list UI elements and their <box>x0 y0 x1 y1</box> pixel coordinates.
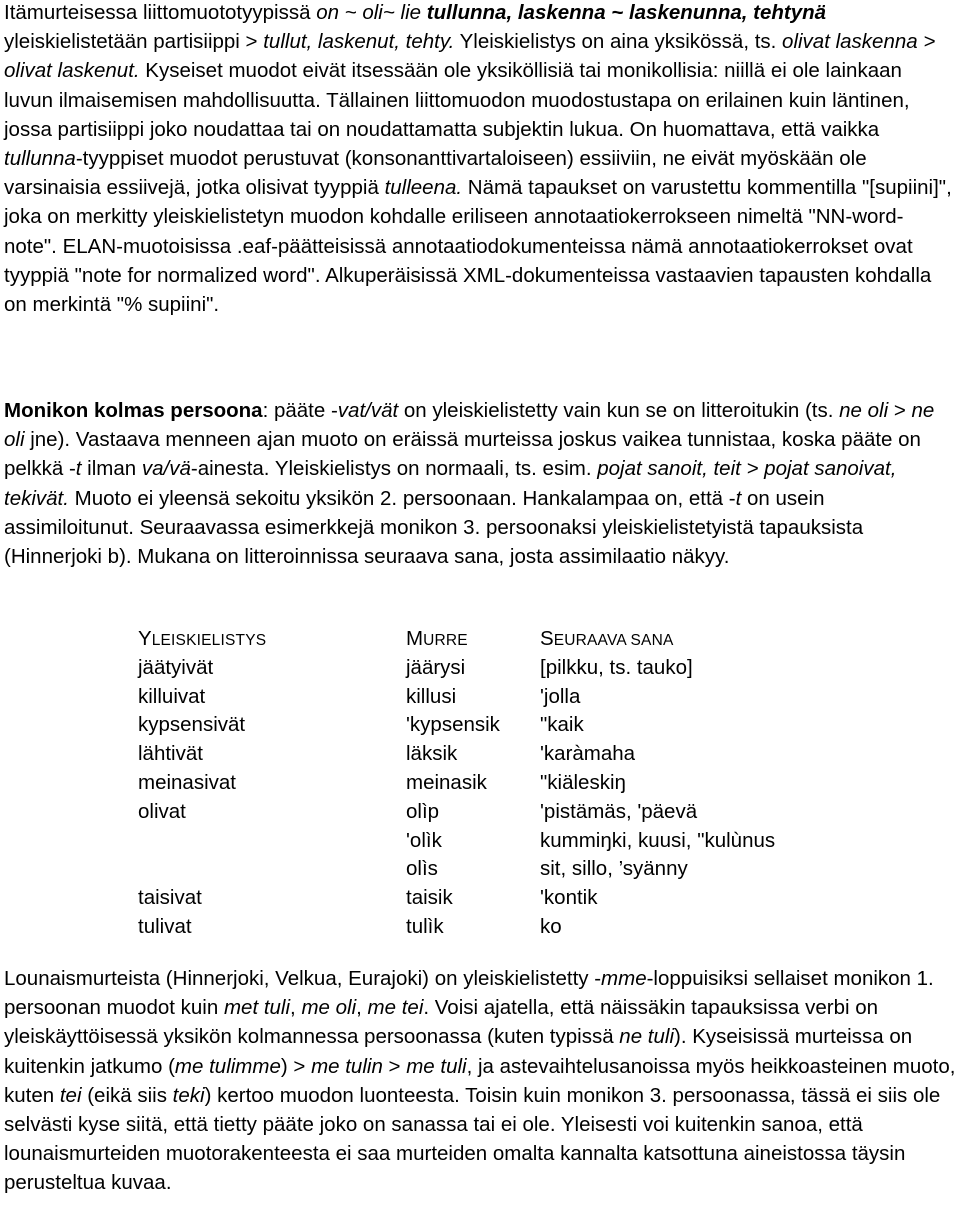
text-run: on yleiskielistetty vain kun se on litteroitukin (ts. <box>398 399 840 422</box>
italic-run: tullut, laskenut, tehty. <box>263 30 455 54</box>
header-rest: URRE <box>423 632 468 649</box>
text-run: , <box>356 996 368 1020</box>
italic-run: ne oli <box>4 399 935 452</box>
murre-cell: 'kypsensik <box>406 713 500 737</box>
murre-cell: 'olìk <box>406 828 442 852</box>
text-run: : pääte - <box>262 399 338 422</box>
yleiskielistys-cell: killuivat <box>138 684 206 708</box>
text-run: -loppuisiksi sellaiset monikon 1. persoonan muodot kuin <box>4 967 934 1020</box>
text-run: -ainesta. Yleiskielistys on normaali, ts. esim. <box>190 457 598 481</box>
yleiskielistys-cell: jäätyivät <box>138 655 214 679</box>
murre-cell: olìs <box>406 857 438 881</box>
italic-run: met tuli <box>223 996 291 1020</box>
italic-run: tei <box>59 1083 82 1107</box>
seuraava-sana-cell: 'kontik <box>540 886 598 910</box>
text-run: Nämä tapaukset on varustettu kommentilla "[supiini]", joka on merkitty yleiskielistetyn muodon kohdalle eriliseen annotaatiokerrokseen nimeltä "NN-word-note". ELAN-muotoisissa .eaf-päätteisissä annotaatiodokumenteissa nämä annotaatiokerrokset ovat tyyppiä "note for normalized word". Alkuperäisissä XML-dokumenteissa vastaavien tapausten kohdalla on merkintä "% supiini". <box>4 176 952 317</box>
text-run: Yleiskielistys on aina yksikössä, ts. <box>454 30 783 54</box>
yleiskielistys-cell: kypsensivät <box>138 713 246 737</box>
column-header-seuraava-sana <box>540 624 674 655</box>
header-rest: EURAAVA SANA <box>553 632 674 649</box>
murre-cell: killusi <box>406 684 457 708</box>
seuraava-sana-cell: "kiäleskiŋ <box>540 770 626 794</box>
yleiskielistys-cell: meinasivat <box>138 770 236 794</box>
seuraava-sana-cell: kummiŋki, kuusi, "kulùnus <box>540 828 776 852</box>
seuraava-sana-cell: 'karàmaha <box>540 742 636 766</box>
seuraava-sana-cell: sit, sillo, ’syänny <box>540 857 688 881</box>
text-run: (eikä siis <box>81 1083 173 1107</box>
yleiskielistys-cell: tulivat <box>138 914 192 938</box>
text-run: -tyyppiset muodot perustuvat (konsonanttivartaloiseen) essiiviin, ne eivät myöskään ole varsinaisia essiivejä, jotka olisivat tyyppiä <box>4 147 867 200</box>
text-run: , ja astevaihtelusanoissa myös heikkoasteinen muoto, kuten <box>4 1054 956 1107</box>
yleiskielistys-cell: taisivat <box>138 886 202 910</box>
italic-run: me tulimme <box>174 1054 281 1078</box>
text-run: Kyseiset muodot eivät itsessään ole yksiköllisiä tai monikollisia: niillä ei ole lainkaan luvun ilmaisemisen mahdollisuutta. Tällainen liittomuodon muodostustapa on erilainen kuin läntinen, jossa partisiippi joko noudattaa tai on noudattamatta subjektin lukua. On huomattava, että vaikka <box>4 59 910 141</box>
text-run: Muoto ei yleensä sekoitu yksikön 2. persoonaan. Hankalampaa on, että - <box>68 486 736 510</box>
italic-run: me tuli <box>406 1054 467 1078</box>
seuraava-sana-cell: ko <box>540 914 562 938</box>
italic-run: vat/vät <box>337 399 399 422</box>
italic-run: va/vä <box>141 457 191 481</box>
text-run: yleiskielistetään partisiippi > <box>4 30 264 54</box>
murre-cell: meinasik <box>406 770 487 794</box>
italic-run: me tei <box>367 996 424 1020</box>
text-run: ) kertoo muodon luonteesta. Toisin kuin monikon 3. persoonassa, tässä ei siis ole selvästi kyse siitä, että tietty pääte joko on sanassa tai ei ole. Yleisesti voi kuitenkin sanoa, että lounaismurteiden muotorakenteesta ei saa murteiden omalta kannalta katsottuna aineistossa täysin perusteltua kuvaa. <box>4 1083 941 1195</box>
paragraph-monikon-kolmas <box>4 396 956 571</box>
text-run: ). Kyseisissä murteissa on kuitenkin jatkumo ( <box>4 1025 913 1078</box>
seuraava-sana-cell: "kaik <box>540 713 584 737</box>
italic-run: t <box>735 486 742 510</box>
text-run: > <box>888 399 912 422</box>
italic-run: t <box>75 457 82 481</box>
paragraph-liittomuoto <box>4 0 956 319</box>
murre-cell: läksik <box>406 742 458 766</box>
italic-run: teki <box>172 1083 205 1107</box>
text-run: jne). Vastaava menneen ajan muoto on eräissä murteissa joskus vaikea tunnistaa, koska pääte on pelkkä - <box>4 428 921 481</box>
section-heading: Monikon kolmas persoona <box>4 399 263 422</box>
italic-run: tulleena. <box>384 176 463 200</box>
header-rest: LEISKIELISTYS <box>151 632 267 649</box>
yleiskielistys-cell: olivat <box>138 799 186 823</box>
italic-run: me oli <box>301 996 357 1020</box>
text-run: , <box>290 996 302 1020</box>
paragraph-lounaismurteet <box>4 964 956 1198</box>
seuraava-sana-cell: 'jolla <box>540 684 581 708</box>
italic-run: ne tuli <box>619 1025 675 1049</box>
yleiskielistys-cell: lähtivät <box>138 742 203 766</box>
bold-italic-run: tullunna, laskenna ~ laskenunna, tehtynä <box>426 1 827 24</box>
murre-cell: jäärysi <box>406 655 466 679</box>
header-initial: M <box>406 627 424 650</box>
text-run: Lounaismurteista (Hinnerjoki, Velkua, Eurajoki) on yleiskielistetty - <box>4 967 602 990</box>
text-run: > <box>382 1054 407 1078</box>
italic-run: mme <box>601 967 647 990</box>
text-run: . Voisi ajatella, että näissäkin tapauksissa verbi on yleiskäyttöisessä yksikön kolmannessa persoonassa (kuten typissä <box>4 996 879 1049</box>
column-header-yleiskielistys <box>138 624 266 655</box>
italic-run: tullunna <box>4 147 76 171</box>
text-run: Itämurteisessa liittomuototyypissä <box>4 1 317 24</box>
header-initial: Y <box>138 627 152 650</box>
italic-run: on ~ oli~ lie <box>316 1 427 24</box>
italic-run: pojat sanoit, teit > pojat sanoivat, tekivät. <box>4 457 897 510</box>
italic-run: ne oli <box>839 399 889 422</box>
murre-cell: taisik <box>406 886 453 910</box>
italic-run: me tulin <box>311 1054 383 1078</box>
seuraava-sana-cell: 'pistämäs, 'päevä <box>540 799 698 823</box>
text-run: ilman <box>81 457 142 481</box>
header-initial: S <box>540 627 554 650</box>
seuraava-sana-cell: [pilkku, ts. tauko] <box>540 655 693 679</box>
text-run: ) > <box>280 1054 312 1078</box>
text-run: on usein assimiloitunut. Seuraavassa esimerkkejä monikon 3. persoonaksi yleiskielistetyistä tapauksista (Hinnerjoki b). Mukana on litteroinnissa seuraava sana, josta assimilaatio näkyy. <box>4 486 864 569</box>
column-header-murre <box>406 624 468 655</box>
murre-cell: olìp <box>406 799 440 823</box>
murre-cell: tulìk <box>406 914 444 938</box>
italic-run: olivat laskenna > olivat laskenut. <box>4 30 936 83</box>
